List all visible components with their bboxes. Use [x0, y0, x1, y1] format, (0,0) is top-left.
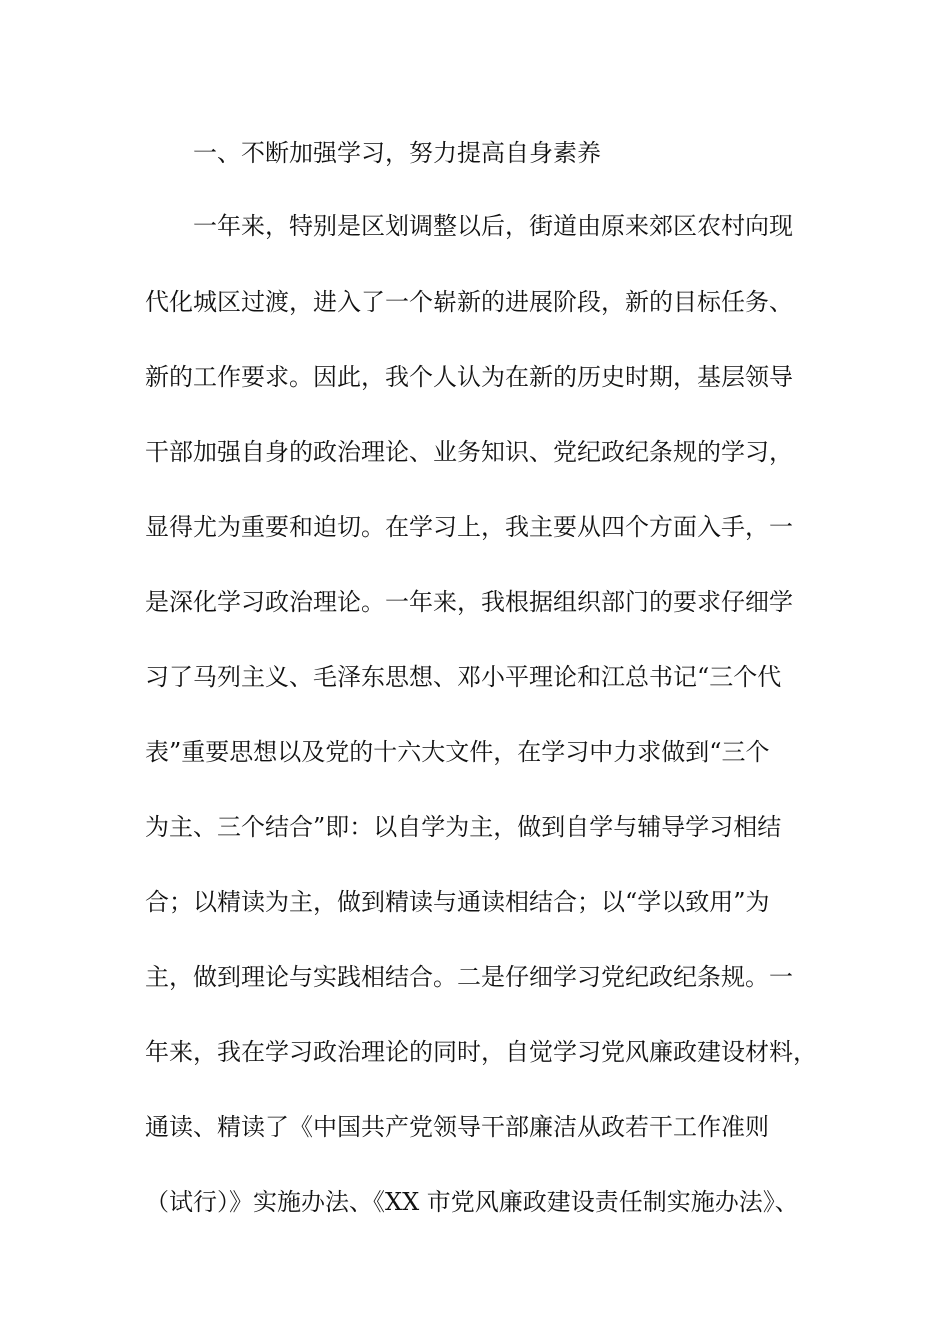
- paragraph-line-1: 一年来，特别是区划调整以后，街道由原来郊区农村向现: [193, 212, 793, 240]
- paragraph-line-12: 年来，我在学习政治理论的同时，自觉学习党风廉政建设材料，: [145, 1038, 817, 1066]
- paragraph-line-13: 通读、精读了《中国共产党领导干部廉洁从政若干工作准则: [145, 1113, 769, 1141]
- paragraph-line-11: 主，做到理论与实践相结合。二是仔细学习党纪政纪条规。一: [145, 963, 793, 991]
- paragraph-line-9: 为主、三个结合”即：以自学为主，做到自学与辅导学习相结: [145, 813, 782, 841]
- paragraph-line-4: 干部加强自身的政治理论、业务知识、党纪政纪条规的学习，: [145, 438, 793, 466]
- paragraph-line-14: （试行）》实施办法、《XX 市党风廉政建设责任制实施办法》、: [145, 1188, 799, 1216]
- section-heading: 一、不断加强学习，努力提高自身素养: [193, 139, 601, 167]
- paragraph-line-5: 显得尤为重要和迫切。在学习上，我主要从四个方面入手，一: [145, 513, 793, 541]
- paragraph-line-8: 表”重要思想以及党的十六大文件，在学习中力求做到“三个: [145, 738, 770, 766]
- paragraph-line-10: 合；以精读为主，做到精读与通读相结合；以“学以致用”为: [145, 888, 770, 916]
- paragraph-line-7: 习了马列主义、毛泽东思想、邓小平理论和江总书记“三个代: [145, 663, 782, 691]
- paragraph-line-2: 代化城区过渡，进入了一个崭新的进展阶段，新的目标任务、: [145, 288, 793, 316]
- paragraph-line-6: 是深化学习政治理论。一年来，我根据组织部门的要求仔细学: [145, 588, 793, 616]
- paragraph-line-3: 新的工作要求。因此，我个人认为在新的历史时期，基层领导: [145, 363, 793, 391]
